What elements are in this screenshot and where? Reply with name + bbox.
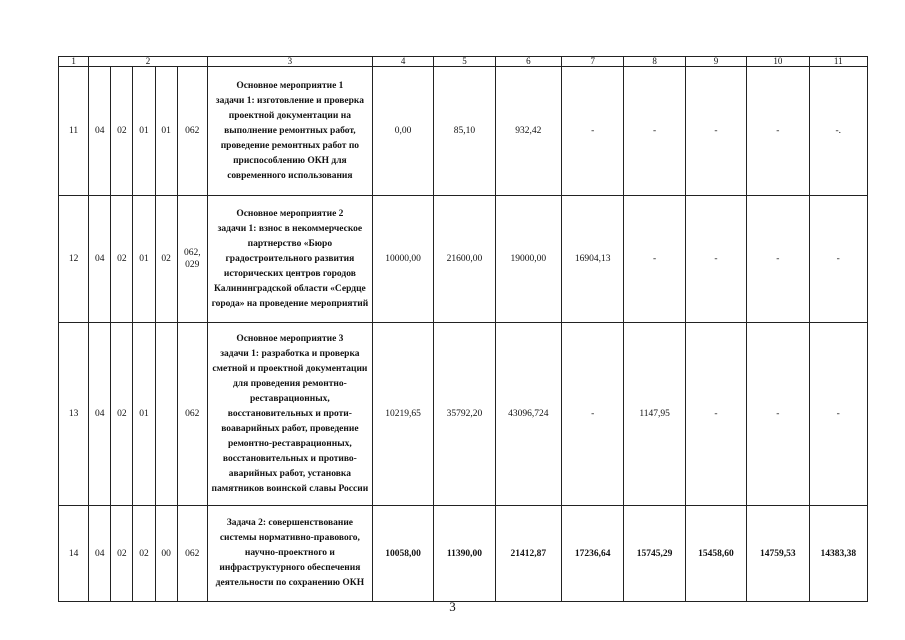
value-cell: - (747, 323, 809, 506)
code-cell: 01 (155, 67, 177, 196)
header-col-4: 4 (372, 57, 433, 67)
value-cell: - (747, 67, 809, 196)
value-cell: - (685, 67, 746, 196)
code-cell (155, 323, 177, 506)
measure-text: задачи 1: разработка и проверка сметной и проектной документации для проведения ремонтно-реставрационных, восстановительных и проти-воаварийных работ, проведение ремонтно-реставрационных, восстановительных и противо-аварийных работ, установка памятников воинской славы России (211, 348, 369, 494)
value-cell: 35792,20 (434, 323, 495, 506)
code-cell: 02 (133, 506, 155, 602)
code-cell: 02 (111, 323, 133, 506)
code-cell: 01 (133, 196, 155, 323)
value-cell: 10058,00 (372, 506, 433, 602)
code-cell: 00 (155, 506, 177, 602)
code-cell: 04 (89, 67, 111, 196)
value-cell: 21600,00 (434, 196, 495, 323)
row-number: 12 (59, 196, 89, 323)
table-row (59, 323, 868, 506)
measure-text: задачи 1: взнос в некоммерческое партнерство «Бюро градостроительного развития исторических центров городов Калининградской области «Сердце города» на проведение мероприятий (211, 223, 369, 309)
measure-text: задачи 1: изготовление и проверка проектной документации на выполнение ремонтных работ, проведение ремонтных работ по приспособлению ОКН для современного использования (215, 95, 364, 181)
code-cell: 04 (89, 196, 111, 323)
row-number: 13 (59, 323, 89, 506)
value-cell: 0,00 (372, 67, 433, 196)
header-col-8: 8 (624, 57, 685, 67)
code-cell: 04 (89, 323, 111, 506)
value-cell: 1147,95 (624, 323, 685, 506)
header-col-9: 9 (685, 57, 746, 67)
description-cell (207, 67, 372, 196)
page-number: 3 (449, 599, 456, 614)
value-cell: 15458,60 (685, 506, 746, 602)
value-cell: 11390,00 (434, 506, 495, 602)
value-cell: 43096,724 (495, 323, 561, 506)
value-cell: - (685, 323, 746, 506)
value-cell: -. (809, 67, 867, 196)
table-row (59, 506, 868, 602)
table-row (59, 196, 868, 323)
value-cell: - (685, 196, 746, 323)
value-cell: 21412,87 (495, 506, 561, 602)
row-number: 11 (59, 67, 89, 196)
value-cell: 19000,00 (495, 196, 561, 323)
description-cell (207, 506, 372, 602)
value-cell: 16904,13 (562, 196, 624, 323)
value-cell: - (809, 196, 867, 323)
value-cell: 10000,00 (372, 196, 433, 323)
header-col-11: 11 (809, 57, 867, 67)
description-cell (207, 323, 372, 506)
value-cell: - (747, 196, 809, 323)
measure-title: Основное мероприятие 2 (236, 208, 344, 219)
code-cell: 01 (133, 67, 155, 196)
value-cell: 17236,64 (562, 506, 624, 602)
value-cell: - (624, 67, 685, 196)
header-col-2: 2 (89, 57, 208, 67)
code-cell: 02 (111, 196, 133, 323)
code-cell: 01 (133, 323, 155, 506)
value-cell: 14759,53 (747, 506, 809, 602)
code-cell: 062 (177, 323, 207, 506)
value-cell: - (562, 67, 624, 196)
code-cell: 04 (89, 506, 111, 602)
value-cell: 932,42 (495, 67, 561, 196)
code-cell: 02 (155, 196, 177, 323)
value-cell: - (809, 323, 867, 506)
header-col-6: 6 (495, 57, 561, 67)
value-cell: 15745,29 (624, 506, 685, 602)
header-col-7: 7 (562, 57, 624, 67)
value-cell: 10219,65 (372, 323, 433, 506)
header-row (59, 57, 868, 67)
measure-title: Основное мероприятие 3 (236, 333, 344, 344)
task-text: Задача 2: совершенствование системы нормативно-правового, научно-проектного и инфраструктурного обеспечения деятельности по сохранению ОКН (215, 518, 365, 588)
header-col-10: 10 (747, 57, 809, 67)
code-cell: 02 (111, 67, 133, 196)
row-number: 14 (59, 506, 89, 602)
program-table (58, 56, 868, 602)
header-col-1: 1 (59, 57, 89, 67)
table-row (59, 67, 868, 196)
header-col-3: 3 (207, 57, 372, 67)
value-cell: - (624, 196, 685, 323)
description-cell (207, 196, 372, 323)
value-cell: 85,10 (434, 67, 495, 196)
code-cell: 062, 029 (177, 196, 207, 323)
value-cell: 14383,38 (809, 506, 867, 602)
value-cell: - (562, 323, 624, 506)
code-cell: 02 (111, 506, 133, 602)
code-cell: 062 (177, 67, 207, 196)
header-col-5: 5 (434, 57, 495, 67)
code-cell: 062 (177, 506, 207, 602)
measure-title: Основное мероприятие 1 (236, 80, 344, 91)
